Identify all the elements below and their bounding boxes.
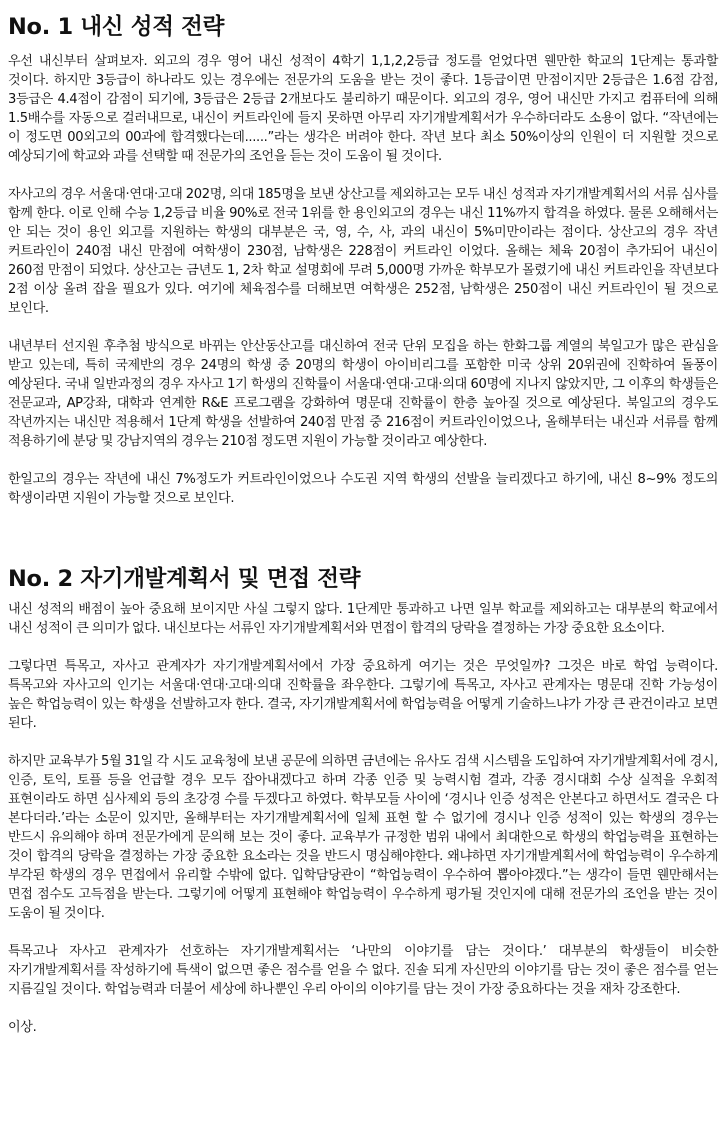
section-2-paragraph-3: 하지만 교육부가 5월 31일 각 시도 교육청에 보낸 공문에 의하면 금년에는 유사도 검색 시스템을 도입하여 자기개발계획서에 경시, 인증, 토익, 토플 등을 언급할 경우 모두 잡아내겠다고 하며 각종 인증 및 능력시험 결과, 각종 경시대회 수상 실적을 우회적 표현이라도 하면 심사제외 등의 초강경 수를 두겠다고 하였다. 학부모들 사이에 ‘경시나 인증 성적은 안본다고 하면서도 결국은 다 본다더라.’라는 소문이 있지만, 올해부터는 자기개발계획서에 일체 표현 할 수 없기에 경시나 인증 성적이 있는 학생의 경우는 반드시 유의해야 하며 전문가에게 문의해 보는 것이 좋다. 교육부가 규정한 범위 내에서 최대한으로 학생의 학업능력을 표현하는 것이 합격의 당락을 결정하는 가장 중요한 요소라는 것을 반드시 명심해야한다. 왜냐하면 자기개발계획서에 학업능력이 우수하게 부각된 학생의 경우 면접에서 유리할 수밖에 없다. 입학담당관이 “학업능력이 우수하여 뽑아야겠다.”는 생각이 들면 웬만해서는 면접 점수도 고득점을 받는다. 그렇기에 어떻게 표현해야 학업능력이 우수하게 평가될 것인지에 대해 전문가의 조언을 받는 것이 도움이 될 것이다. bbox=[8, 754, 718, 921]
section-1-paragraph-3: 내년부터 선지원 후추첨 방식으로 바뀌는 안산동산고를 대신하여 전국 단위 모집을 하는 한화그룹 계열의 북일고가 많은 관심을 받고 있는데, 특히 국제반의 경우 24명의 학생 중 20명의 학생이 아이비리그를 포함한 미국 상위 20위권에 진학하여 돌풍이 예상된다. 국내 일반과정의 경우 자사고 1기 학생의 진학률이 서울대·연대·고대·의대 60명에 지나지 않았지만, 그 이후의 학생들은 전문교과, AP강좌, 대학과 연계한 R&E 프로그램을 강화하여 명문대 진학률이 한층 높아질 것으로 예상된다. 북일고의 경우도 작년까지는 내신만 적용해서 1단계 학생을 선발하여 240점 만점 중 216점이 커트라인이었으나, 올해부터는 내신과 서류를 함께 적용하기에 분당 및 강남지역의 경우는 210점 정도면 지원이 가능할 것이라고 예상한다. bbox=[8, 339, 718, 449]
section-spacer bbox=[8, 527, 718, 564]
section-2-paragraph-4: 특목고나 자사고 관계자가 선호하는 자기개발계획서는 ‘나만의 이야기를 담는 것이다.’ 대부분의 학생들이 비슷한 자기개발계획서를 작성하기에 특색이 없으면 좋은 점수를 얻을 수 없다. 진솔 되게 자신만의 이야기를 담는 것이 좋은 점수를 얻는 지름길일 것이다. 학업능력과 더불어 세상에 하나뿐인 우리 아이의 이야기를 담는 것이 가장 중요하다는 것을 재차 강조한다. bbox=[8, 944, 718, 997]
section-2-body bbox=[8, 600, 718, 1037]
section-2-title: No. 2 자기개발계획서 및 면접 전략 bbox=[8, 566, 361, 592]
section-1-body bbox=[8, 52, 718, 508]
section-2-paragraph-2: 그렇다면 특목고, 자사고 관계자가 자기개발계획서에서 가장 중요하게 여기는 것은 무엇일까? 그것은 바로 학업 능력이다. 특목고와 자사고의 인기는 서울대·연대·고대·의대 진학률을 좌우한다. 그렇기에 특목고, 자사고 관계자는 명문대 진학 가능성이 높은 학업능력이 있는 학생을 선발하고자 한다. 결국, 자기개발계획서에 학업능력을 어떻게 기술하느냐가 가장 큰 관건이라고 보면 된다. bbox=[8, 659, 718, 731]
section-2-paragraph-1: 내신 성적의 배점이 높아 중요해 보이지만 사실 그렇지 않다. 1단계만 통과하고 나면 일부 학교를 제외하고는 대부분의 학교에서 내신 성적이 큰 의미가 없다. 내신보다는 서류인 자기개발계획서와 면접이 합격의 당락을 결정하는 가장 중요한 요소이다. bbox=[8, 602, 718, 636]
section-1-paragraph-1: 우선 내신부터 살펴보자. 외고의 경우 영어 내신 성적이 4학기 1,1,2,2등급 정도를 얻었다면 웬만한 학교의 1단계는 통과할 것이다. 하지만 3등급이 하나라도 있는 경우에는 전문가의 도움을 받는 것이 좋다. 1등급이면 만점이지만 2등급은 1.6점 감점, 3등급은 4.4점이 감점이 되기에, 3등급은 2등급 2개보다도 불리하기 때문이다. 외고의 경우, 영어 내신만 가지고 컴퓨터에 의해 1.5배수를 자동으로 걸러내므로, 내신이 커트라인에 들지 못하면 아무리 자기개발계획서가 우수하더라도 소용이 없다. “작년에는 이 정도면 00외고의 00과에 합격했다는데......”라는 생각은 버려야 한다. 작년 보다 최소 50%이상의 인원이 더 지원할 것으로 예상되기에 학교와 과를 선택할 때 전문가의 조언을 듣는 것이 도움이 될 것이다. bbox=[8, 54, 718, 164]
closing-text: 이상. bbox=[8, 1020, 37, 1035]
section-1-title: No. 1 내신 성적 전략 bbox=[8, 14, 225, 40]
section-1-paragraph-2: 자사고의 경우 서울대·연대·고대 202명, 의대 185명을 보낸 상산고를 제외하고는 모두 내신 성적과 자기개발계획서의 서류 심사를 함께 한다. 이로 인해 수능 1,2등급 비율 90%로 전국 1위를 한 용인외고의 경우는 내신 11%까지 합격을 하였다. 물론 오해해서는 안 되는 것이 용인 외고를 지원하는 학생의 대부분은 국, 영, 수, 사, 과의 내신이 5%미만이라는 점이다. 상산고의 경우 작년 커트라인이 240점 내신 만점에 여학생이 230점, 남학생은 228점이 커트라인 이었다. 올해는 체육 20점이 추가되어 내신이 260점 만점이 되었다. 상산고는 금년도 1, 2차 학교 설명회에 무려 5,000명 가까운 학부모가 몰렸기에 내신 커트라인을 작년보다 2점 이상 올려 잡을 필요가 있다. 여기에 체육점수를 더해보면 여학생은 252점, 남학생은 250점이 내신 커트라인이 될 것으로 보인다. bbox=[8, 187, 718, 316]
section-1-paragraph-4: 한일고의 경우는 작년에 내신 7%정도가 커트라인이었으나 수도권 지역 학생의 선발을 늘리겠다고 하기에, 내신 8~9% 정도의 학생이라면 지원이 가능할 것으로 보인다. bbox=[8, 472, 718, 506]
